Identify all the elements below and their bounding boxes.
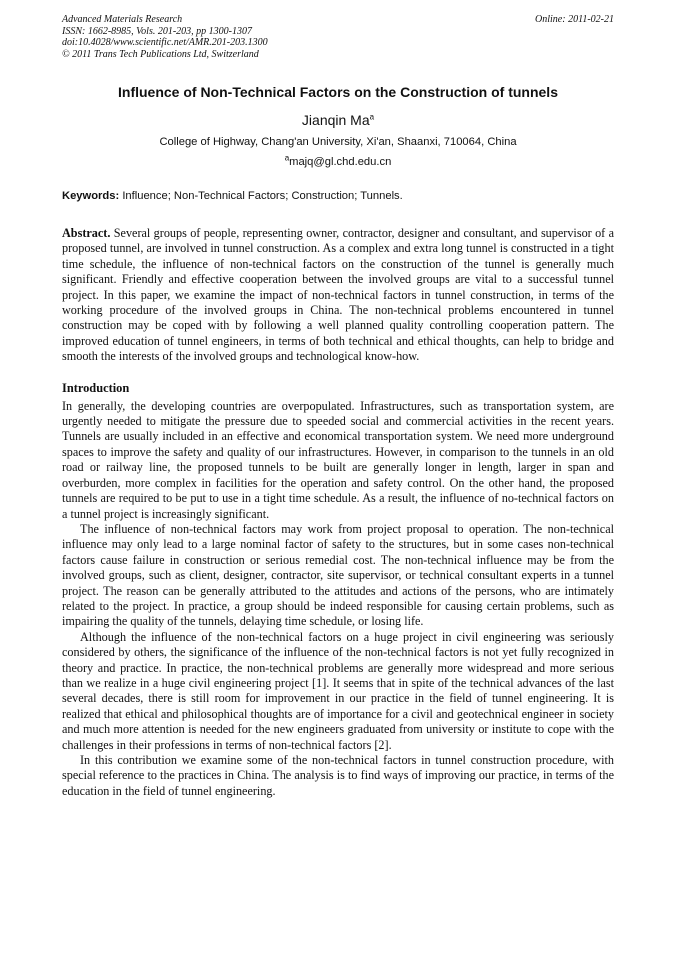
- journal-name: Advanced Materials Research: [62, 14, 183, 25]
- abstract-label: Abstract.: [62, 226, 111, 240]
- journal-header: [62, 14, 614, 60]
- intro-paragraph: In generally, the developing countries are overpopulated. Infrastructures, such as transportation system, are urgently needed to mitigate the pressure due to speeded social and commercial activities in the recent years. Tunnels are usually included in an effective and economical transportation system. We need more underground spaces to improve the safety and quality of our infrastructures. However, in comparison to the tunnels in an old road or railway line, the proposed tunnels to be built are generally longer in length, larger in span and overburden, more complex in facilities for the operation and safety control. On the other hand, the proposed tunnels are required to be put to use in a tight time schedule. As a result, the influence of no-technical factors on a tunnel project is increasingly significant.: [62, 398, 614, 521]
- email-superscript: a: [284, 153, 290, 163]
- author-superscript: a: [369, 112, 375, 122]
- intro-paragraph: In this contribution we examine some of the non-technical factors in tunnel construction procedure, with special reference to the practices in China. The analysis is to find ways of improving our practice, in terms of the education in the field of tunnel engineering.: [62, 753, 614, 798]
- section-heading-introduction: Introduction: [62, 380, 130, 395]
- paper-page: [62, 14, 614, 799]
- copyright-line: © 2011 Trans Tech Publications Ltd, Switzerland: [62, 48, 259, 60]
- paper-title: Influence of Non-Technical Factors on the Construction of tunnels: [118, 84, 558, 100]
- intro-paragraph: The influence of non-technical factors may work from project proposal to operation. The non-technical influence may only lead to a large nominal factor of safety to the structures, but in some cases non-technical factors cause failure in construction or serious remedial cost. The non-technical influence may be from the involved groups, such as client, designer, contractor, site supervisor, or technical consultant experts in a tunnel project. The reason can be generally attributed to the attitudes and actions of the persons, who are intimately related to the project. In practice, a group should be indeed responsible for causing certain problems, such as impairing the quality of the tunnels, delaying time schedule, or losing life.: [62, 521, 614, 629]
- affiliation: College of Highway, Chang'an University, Xi'an, Shaanxi, 710064, China: [159, 136, 517, 148]
- email-address: majq@gl.chd.edu.cn: [289, 156, 392, 168]
- abstract-text: Several groups of people, representing owner, contractor, designer and consultant, and supervisor of a proposed tunnel, are involved in tunnel construction. As a complex and extra long tunnel is constructed in a tight time schedule, the influence of non-technical factors on the construction of the tunnel is generally much significant. Friendly and effective cooperation between the involved groups are vital to a successful tunnel project. In this paper, we examine the impact of non-technical factors in tunnel construction, in terms of the working procedure of the involved groups in China. The non-technical problems encountered in tunnel construction may be coped with by following a well planned quality controlling cooperation pattern. The improved education of tunnel engineers, in terms of both technical and ethical thoughts, can help to bridge and smooth the interests of the involved groups and technological know-how.: [62, 226, 614, 364]
- keywords: [62, 189, 614, 203]
- author-line: [62, 111, 614, 129]
- email-line: [62, 155, 614, 169]
- keywords-label: Keywords:: [62, 190, 120, 202]
- issn-line: ISSN: 1662-8985, Vols. 201-203, pp 1300-1307: [62, 25, 252, 37]
- doi-line: doi:10.4028/www.scientific.net/AMR.201-203.1300: [62, 37, 268, 48]
- abstract: [62, 226, 614, 365]
- author-name: Jianqin Ma: [301, 112, 370, 128]
- keywords-text: Influence; Non-Technical Factors; Construction; Tunnels.: [122, 190, 403, 202]
- online-date: Online: 2011-02-21: [535, 14, 614, 25]
- intro-paragraph: Although the influence of the non-technical factors on a huge project in civil engineering was seriously considered by others, the significance of the influence of the non-technical factors is not yet fully recognized in theory and practice. In practice, the non-technical problems are generally more widespread and more serious than we realize in a huge civil engineering project [1]. It seems that in spite of the technical advances of the last several decades, there is still room for improvement in our practice in the field of tunnel engineering. It is realized that ethical and philosophical thoughts are of importance for a civil and geotechnical engineer in society and much more attention is needed for the new engineers graduated from university or institute to cope with the challenges in their professions in terms of non-technical factors [2].: [62, 629, 614, 752]
